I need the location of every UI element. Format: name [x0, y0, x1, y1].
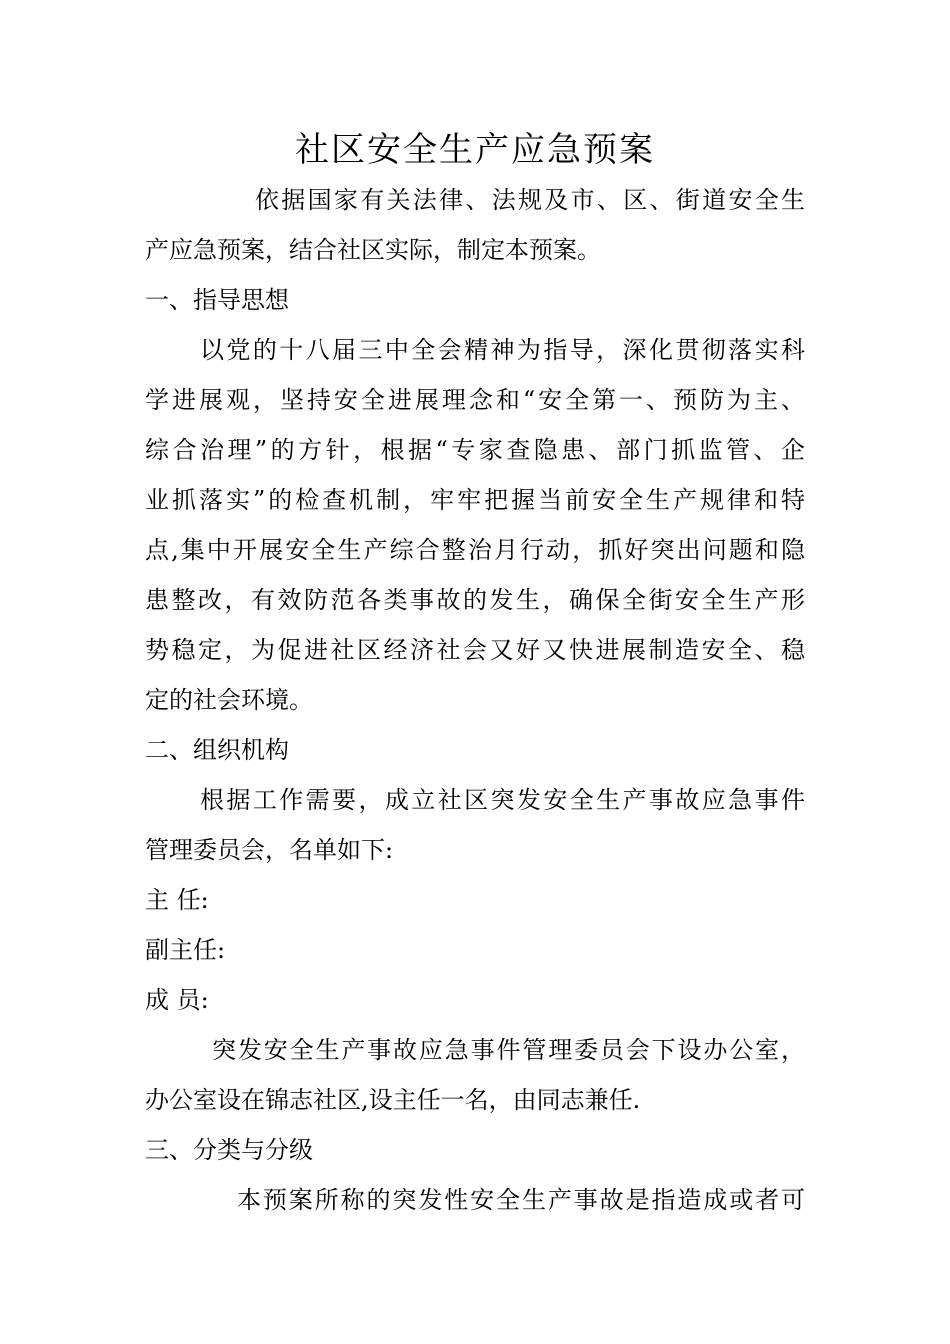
section3-heading: 三、分类与分级: [145, 1136, 313, 1164]
section1-line-5: 点,集中开展安全生产综合整治月行动，抓好突出问题和隐: [145, 536, 805, 564]
section1-line-1: 以党的十八届三中全会精神为指导，深化贯彻落实科: [200, 336, 805, 364]
deputy-director-label: 副主任:: [145, 936, 226, 964]
document-title: 社区安全生产应急预案: [295, 130, 655, 170]
members-label: 成 员:: [145, 986, 209, 1014]
intro-line-2: 产应急预案，结合社区实际，制定本预案。: [145, 236, 601, 264]
section3-line-1: 本预案所称的突发性安全生产事故是指造成或者可: [237, 1186, 805, 1214]
section1-line-7: 势稳定，为促进社区经济社会又好又快进展制造安全、稳: [145, 636, 805, 664]
section2-heading: 二、组织机构: [145, 736, 289, 764]
section1-line-6: 患整改，有效防范各类事故的发生，确保全街安全生产形: [145, 586, 805, 614]
section2-line-2: 管理委员会，名单如下:: [145, 836, 394, 864]
section2-line-1: 根据工作需要，成立社区突发安全生产事故应急事件: [200, 786, 805, 814]
section1-heading: 一、指导思想: [145, 286, 289, 314]
section1-line-3: 综合治理”的方针，根据“专家查隐患、部门抓监管、企: [145, 436, 805, 464]
office-line-1: 突发安全生产事故应急事件管理委员会下设办公室，: [212, 1036, 805, 1064]
intro-line-1: 依据国家有关法律、法规及市、区、街道安全生: [255, 186, 805, 214]
office-line-2: 办公室设在锦志社区,设主任一名，由同志兼任.: [145, 1086, 641, 1114]
section1-line-8: 定的社会环境。: [145, 686, 313, 714]
director-label: 主 任:: [145, 886, 209, 914]
section1-line-2: 学进展观，坚持安全进展理念和“安全第一、预防为主、: [145, 386, 805, 414]
section1-line-4: 业抓落实”的检查机制，牢牢把握当前安全生产规律和特: [145, 486, 805, 514]
